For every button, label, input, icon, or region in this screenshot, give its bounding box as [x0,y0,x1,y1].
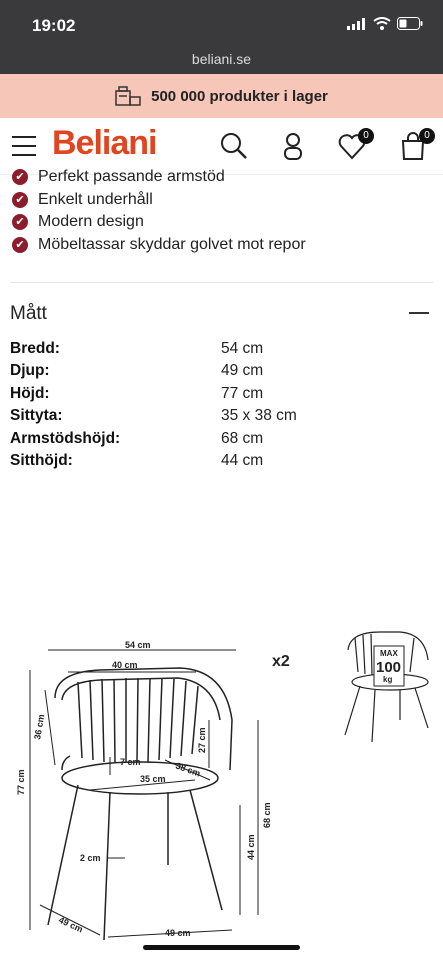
home-indicator[interactable] [143,945,300,950]
spec-label: Sitthöjd: [10,451,73,469]
list-item [0,211,443,234]
dim-label: 40 cm [112,660,138,670]
check-icon: ✔ [12,237,28,253]
dim-label: 7 cm [120,757,141,767]
feature-text: Möbeltassar skyddar golvet mot repor [38,235,306,253]
dim-label: 44 cm [246,834,256,860]
list-item [0,166,443,189]
check-icon: ✔ [12,192,28,208]
spec-label: Sittyta: [10,407,63,425]
dim-label: 27 cm [197,727,207,753]
status-icons [347,17,423,30]
dim-label: 36 cm [32,713,47,741]
list-item [0,189,443,212]
cart-count: 0 [419,128,435,144]
promo-banner[interactable] [0,74,443,118]
spec-value: 77 cm [221,384,264,402]
max-value: 100 [376,659,402,676]
feature-text: Modern design [38,213,144,231]
beliani-logo[interactable]: Beliani [52,124,157,162]
spec-value: 49 cm [221,362,264,380]
section-title[interactable]: Mått [10,303,47,324]
section-divider [10,282,433,283]
wifi-icon [373,17,391,30]
spec-label: Bredd: [10,340,60,357]
table-row [10,407,430,429]
promo-text: 500 000 produkter i lager [151,87,328,105]
spec-label: Djup: [10,362,50,380]
search-icon[interactable] [218,130,250,162]
table-row [10,430,430,452]
max-unit: kg [383,675,393,684]
quantity-label: x2 [272,653,290,670]
collapse-icon[interactable] [409,312,429,314]
dim-label: 38 cm [174,760,202,779]
spec-value: 35 x 38 cm [221,407,297,425]
warehouse-icon [115,85,141,107]
spec-label: Höjd: [10,384,50,402]
dimension-diagram [0,610,443,942]
url-bar[interactable]: beliani.se [0,50,443,74]
feature-list [0,168,443,256]
table-row [10,385,430,407]
dimension-specs [10,340,430,474]
dim-label: 49 cm [165,928,191,938]
account-icon[interactable] [277,130,309,162]
status-bar [0,0,443,50]
dim-label: 2 cm [80,853,101,863]
table-row [10,340,430,362]
dim-label: 77 cm [16,769,26,795]
menu-icon[interactable] [12,136,36,156]
table-row [10,452,430,474]
chair-drawing [48,668,232,940]
dim-label: 35 cm [140,774,166,784]
cart-button[interactable] [397,130,429,162]
check-icon: ✔ [12,214,28,230]
feature-text: Perfekt passande armstöd [38,168,225,186]
signal-icon [347,18,367,30]
dim-label: 68 cm [262,802,272,828]
wishlist-count: 0 [358,128,374,144]
dim-label: 54 cm [125,640,151,650]
dim-label: 49 cm [57,914,85,935]
spec-value: 54 cm [221,340,264,357]
status-time: 19:02 [32,16,76,35]
spec-value: 44 cm [221,451,264,469]
spec-label: Armstödshöjd: [10,429,121,447]
battery-icon [397,17,423,30]
spec-value: 68 cm [221,429,264,447]
table-row [10,362,430,384]
max-label: MAX [380,649,398,658]
list-item [0,234,443,257]
check-icon: ✔ [12,169,28,185]
wishlist-button[interactable] [336,130,368,162]
feature-text: Enkelt underhåll [38,190,153,208]
